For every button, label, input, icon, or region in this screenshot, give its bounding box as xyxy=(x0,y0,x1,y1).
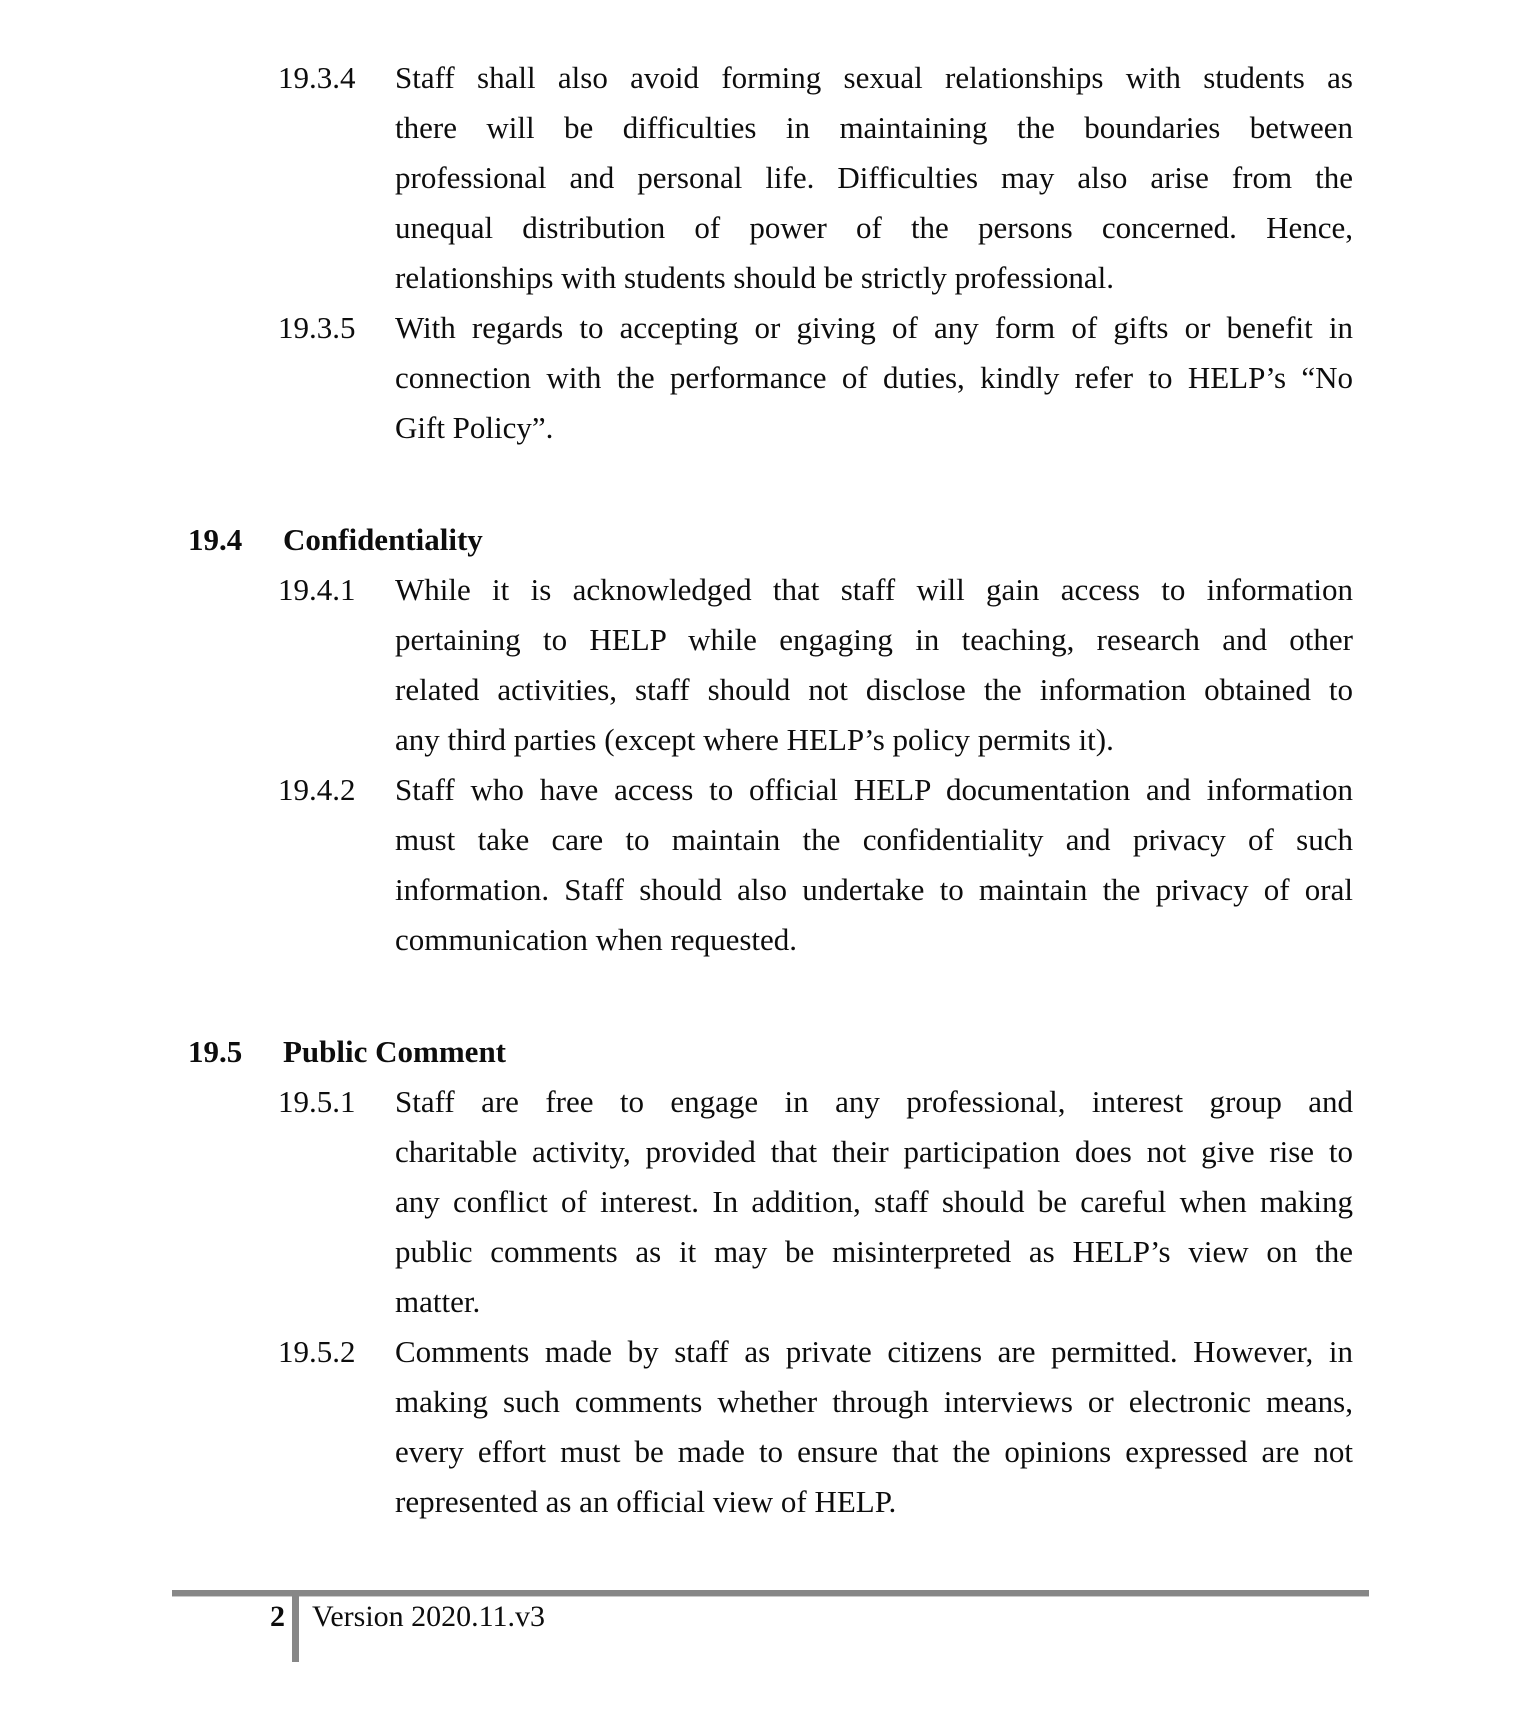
policy-item xyxy=(278,53,1353,303)
version-label: Version 2020.11.v3 xyxy=(312,1600,546,1633)
item-line: any third parties (except where HELP’s policy permits it). xyxy=(395,722,1114,757)
item-line: every effort must be made to ensure that the opinions expressed are not xyxy=(395,1434,1353,1469)
item-line: any conflict of interest. In addition, staff should be careful when making xyxy=(395,1184,1353,1219)
item-line: charitable activity, provided that their participation does not give rise to xyxy=(395,1134,1353,1169)
item-number: 19.4.2 xyxy=(278,772,356,807)
item-line: public comments as it may be misinterpreted as HELP’s view on the xyxy=(395,1234,1353,1269)
item-line: professional and personal life. Difficulties may also arise from the xyxy=(395,160,1353,195)
item-line: must take care to maintain the confidentiality and privacy of such xyxy=(395,822,1353,857)
page-number: 2 xyxy=(270,1600,285,1633)
section-heading xyxy=(188,515,1353,565)
item-line: Staff who have access to official HELP documentation and information xyxy=(395,772,1353,807)
document-body xyxy=(188,53,1353,1527)
item-line: related activities, staff should not disclose the information obtained to xyxy=(395,672,1353,707)
section-title: Confidentiality xyxy=(283,522,483,557)
policy-item xyxy=(278,303,1353,453)
item-line: making such comments whether through interviews or electronic means, xyxy=(395,1384,1353,1419)
item-number: 19.4.1 xyxy=(278,572,356,607)
item-line: Staff shall also avoid forming sexual relationships with students as xyxy=(395,60,1353,95)
item-line: represented as an official view of HELP. xyxy=(395,1484,897,1519)
item-line: Gift Policy”. xyxy=(395,410,554,445)
section-heading xyxy=(188,1027,1353,1077)
item-text xyxy=(395,303,1353,453)
item-line: communication when requested. xyxy=(395,922,798,957)
item-line: information. Staff should also undertake to maintain the privacy of oral xyxy=(395,872,1353,907)
item-number: 19.3.4 xyxy=(278,60,356,95)
section-title: Public Comment xyxy=(283,1034,507,1069)
item-line: relationships with students should be strictly professional. xyxy=(395,260,1114,295)
item-line: While it is acknowledged that staff will gain access to information xyxy=(395,572,1353,607)
policy-item xyxy=(278,765,1353,965)
item-text xyxy=(395,565,1353,765)
item-text xyxy=(395,765,1353,965)
item-line: matter. xyxy=(395,1284,481,1319)
item-line: Staff are free to engage in any professional, interest group and xyxy=(395,1084,1353,1119)
item-line: connection with the performance of duties, kindly refer to HELP’s “No xyxy=(395,360,1353,395)
item-text xyxy=(395,53,1353,303)
item-text xyxy=(395,1077,1353,1327)
section-number: 19.5 xyxy=(188,1034,243,1069)
item-line: Comments made by staff as private citizens are permitted. However, in xyxy=(395,1334,1353,1369)
policy-item xyxy=(278,565,1353,765)
policy-item xyxy=(278,1327,1353,1527)
item-line: there will be difficulties in maintaining the boundaries between xyxy=(395,110,1353,145)
item-text xyxy=(395,1327,1353,1527)
footer-divider xyxy=(292,1590,299,1662)
item-line: pertaining to HELP while engaging in teaching, research and other xyxy=(395,622,1353,657)
section-number: 19.4 xyxy=(188,522,243,557)
item-line: With regards to accepting or giving of any form of gifts or benefit in xyxy=(395,310,1353,345)
item-number: 19.5.2 xyxy=(278,1334,356,1369)
policy-item xyxy=(278,1077,1353,1327)
item-number: 19.5.1 xyxy=(278,1084,356,1119)
item-line: unequal distribution of power of the persons concerned. Hence, xyxy=(395,210,1353,245)
item-number: 19.3.5 xyxy=(278,310,356,345)
